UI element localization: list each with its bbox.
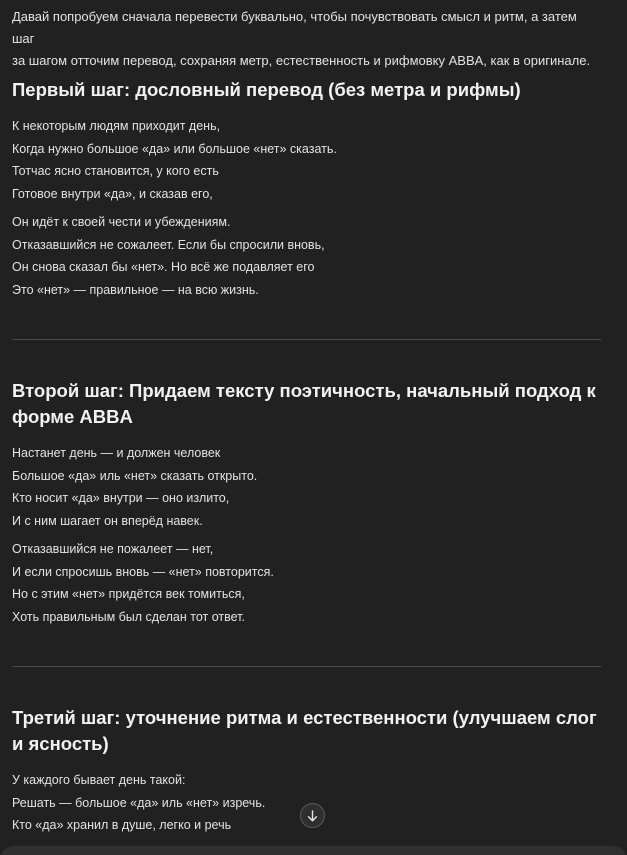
poem-line: К некоторым людям приходит день,	[12, 119, 221, 133]
poem-line: Кто носит «да» внутри — оно излито,	[12, 491, 230, 505]
poem-line: Отказавшийся не пожалеет — нет,	[12, 542, 214, 556]
poem-line: И с ним шагает он вперёд навек.	[12, 513, 203, 528]
poem-line: Хоть правильным был сделан тот ответ.	[12, 609, 245, 624]
poem-line: Кто «да» хранил в душе, легко и речь	[12, 818, 232, 832]
intro-paragraph	[12, 6, 602, 72]
scroll-to-bottom-button[interactable]	[300, 803, 325, 828]
intro-line: Давай попробуем сначала перевести буквально, чтобы почувствовать смысл и ритм, а затем шаг	[12, 9, 577, 46]
poem-line: Он идёт к своей чести и убеждениям.	[12, 215, 231, 229]
step3-heading-line: и ясность)	[12, 733, 109, 754]
step1-stanza2	[12, 211, 602, 301]
intro-line: за шагом отточим перевод, сохраняя метр, естественность и рифмовку ABBA, как в оригинале.	[12, 53, 591, 68]
message-composer[interactable]	[0, 846, 627, 855]
step2-heading-line: Второй шаг: Придаем тексту поэтичность, начальный подход к	[12, 380, 596, 401]
step2-stanza2	[12, 538, 602, 628]
step1-stanza1	[12, 115, 602, 205]
step1-heading: Первый шаг: дословный перевод (без метра и рифмы)	[12, 79, 521, 100]
poem-line: Но с этим «нет» придётся век томиться,	[12, 587, 245, 601]
step3-heading-line: Третий шаг: уточнение ритма и естественности (улучшаем слог	[12, 707, 597, 728]
step2-heading-line: форме ABBA	[12, 406, 133, 427]
poem-line: Тотчас ясно становится, у кого есть	[12, 164, 219, 178]
poem-line: И если спросишь вновь — «нет» повторится.	[12, 564, 274, 579]
poem-line: Настанет день — и должен человек	[12, 446, 221, 460]
step1-section	[12, 77, 602, 301]
step2-heading	[12, 378, 602, 430]
poem-line: Отказавшийся не сожалеет. Если бы спросили вновь,	[12, 237, 325, 252]
step3-heading	[12, 705, 602, 757]
poem-line: У каждого бывает день такой:	[12, 773, 186, 787]
poem-line: Большое «да» иль «нет» сказать открыто.	[12, 468, 258, 483]
step2-stanza1	[12, 442, 602, 532]
section-divider	[12, 339, 601, 340]
poem-line: Когда нужно большое «да» или большое «нет» сказать.	[12, 141, 337, 156]
arrow-down-icon	[307, 810, 318, 822]
chat-message	[12, 0, 602, 72]
section-divider	[12, 666, 601, 667]
step2-section	[12, 378, 602, 628]
poem-line: Решать — большое «да» иль «нет» изречь.	[12, 795, 266, 810]
poem-line: Это «нет» — правильное — на всю жизнь.	[12, 282, 259, 297]
poem-line: Готовое внутри «да», и сказав его,	[12, 186, 213, 201]
poem-line: Он снова сказал бы «нет». Но всё же подавляет его	[12, 260, 315, 274]
